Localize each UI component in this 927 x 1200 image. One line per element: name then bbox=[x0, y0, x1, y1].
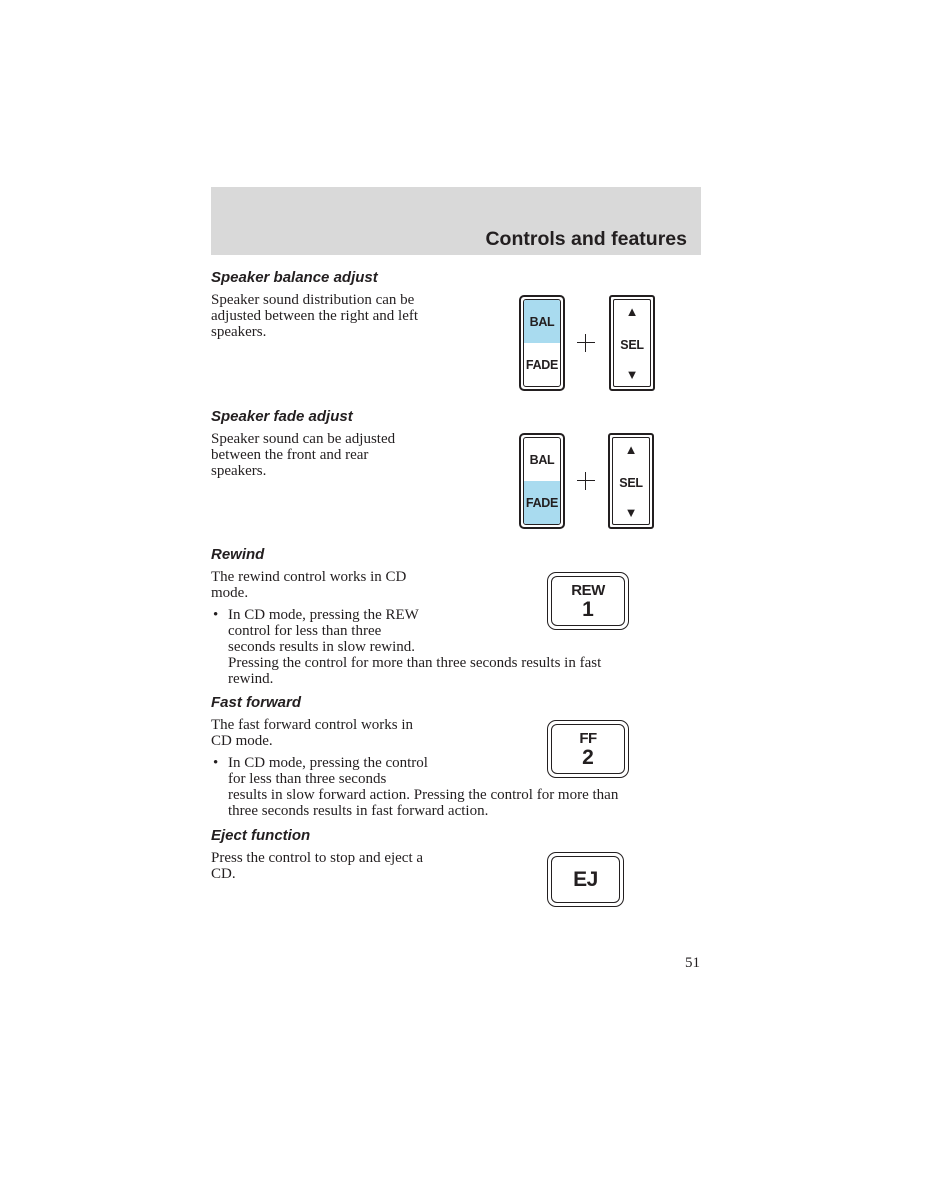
plus-icon bbox=[577, 334, 595, 352]
bal-fade-button[interactable] bbox=[519, 433, 565, 529]
rew-1-button[interactable] bbox=[547, 572, 629, 630]
text-line: speakers. bbox=[211, 324, 267, 340]
heading-rewind: Rewind bbox=[211, 546, 265, 563]
arrow-down-icon: ▼ bbox=[624, 505, 638, 520]
eject-button[interactable] bbox=[547, 852, 624, 907]
section-header-band bbox=[211, 187, 701, 255]
text-line: Speaker sound distribution can be bbox=[211, 292, 415, 308]
arrow-up-icon: ▲ bbox=[625, 304, 639, 319]
text-line: Pressing the control for more than three seconds results in fast bbox=[228, 655, 602, 671]
text-line: three seconds results in fast forward action. bbox=[228, 803, 489, 819]
heading-fast-forward: Fast forward bbox=[211, 694, 302, 711]
text-line: The fast forward control works in bbox=[211, 717, 414, 733]
text-line: speakers. bbox=[211, 463, 267, 479]
paragraph-speaker-fade bbox=[211, 431, 395, 479]
text-line: results in slow forward action. Pressing the control for more than bbox=[228, 787, 619, 803]
page-number: 51 bbox=[685, 955, 700, 971]
page-section-title: Controls and features bbox=[485, 228, 687, 250]
paragraph-eject bbox=[211, 850, 423, 882]
arrow-up-icon: ▲ bbox=[624, 442, 638, 457]
text-line: In CD mode, pressing the control bbox=[228, 755, 428, 771]
preset-number: 1 bbox=[582, 598, 594, 621]
text-line: The rewind control works in CD bbox=[211, 569, 407, 585]
text-line: for less than three seconds bbox=[228, 771, 387, 787]
sel-label: SEL bbox=[620, 338, 644, 352]
text-line: seconds results in slow rewind. bbox=[228, 639, 416, 655]
sel-label: SEL bbox=[619, 476, 643, 490]
text-line: CD. bbox=[211, 866, 236, 882]
paragraph-speaker-balance bbox=[211, 292, 418, 340]
text-line: Speaker sound can be adjusted bbox=[211, 431, 396, 447]
text-line: between the front and rear bbox=[211, 447, 369, 463]
sel-button[interactable] bbox=[609, 295, 655, 391]
text-line: adjusted between the right and left bbox=[211, 308, 419, 324]
bal-fade-button[interactable] bbox=[519, 295, 565, 391]
ej-label: EJ bbox=[551, 856, 620, 903]
text-line: rewind. bbox=[228, 671, 274, 687]
bullet-icon: • bbox=[213, 607, 219, 623]
text-line: CD mode. bbox=[211, 733, 273, 749]
rew-label: REW bbox=[571, 582, 605, 599]
paragraph-fast-forward bbox=[211, 717, 413, 749]
fade-label-highlighted: FADE bbox=[524, 481, 560, 524]
preset-number: 2 bbox=[582, 746, 594, 769]
fade-label: FADE bbox=[525, 357, 559, 372]
text-line: mode. bbox=[211, 585, 249, 601]
heading-speaker-fade: Speaker fade adjust bbox=[211, 408, 353, 425]
sel-button[interactable] bbox=[608, 433, 654, 529]
text-line: In CD mode, pressing the REW bbox=[228, 607, 419, 623]
ff-label: FF bbox=[579, 730, 597, 747]
text-line: Press the control to stop and eject a bbox=[211, 850, 424, 866]
text-line: control for less than three bbox=[228, 623, 382, 639]
bullet-icon: • bbox=[213, 755, 219, 771]
plus-icon bbox=[577, 472, 595, 490]
ff-2-button[interactable] bbox=[547, 720, 629, 778]
bullet-text bbox=[228, 607, 601, 687]
arrow-down-icon: ▼ bbox=[625, 367, 639, 382]
heading-speaker-balance: Speaker balance adjust bbox=[211, 269, 378, 286]
paragraph-rewind bbox=[211, 569, 406, 601]
heading-eject: Eject function bbox=[211, 827, 311, 844]
bal-label: BAL bbox=[529, 452, 555, 467]
bal-label-highlighted: BAL bbox=[524, 300, 560, 343]
